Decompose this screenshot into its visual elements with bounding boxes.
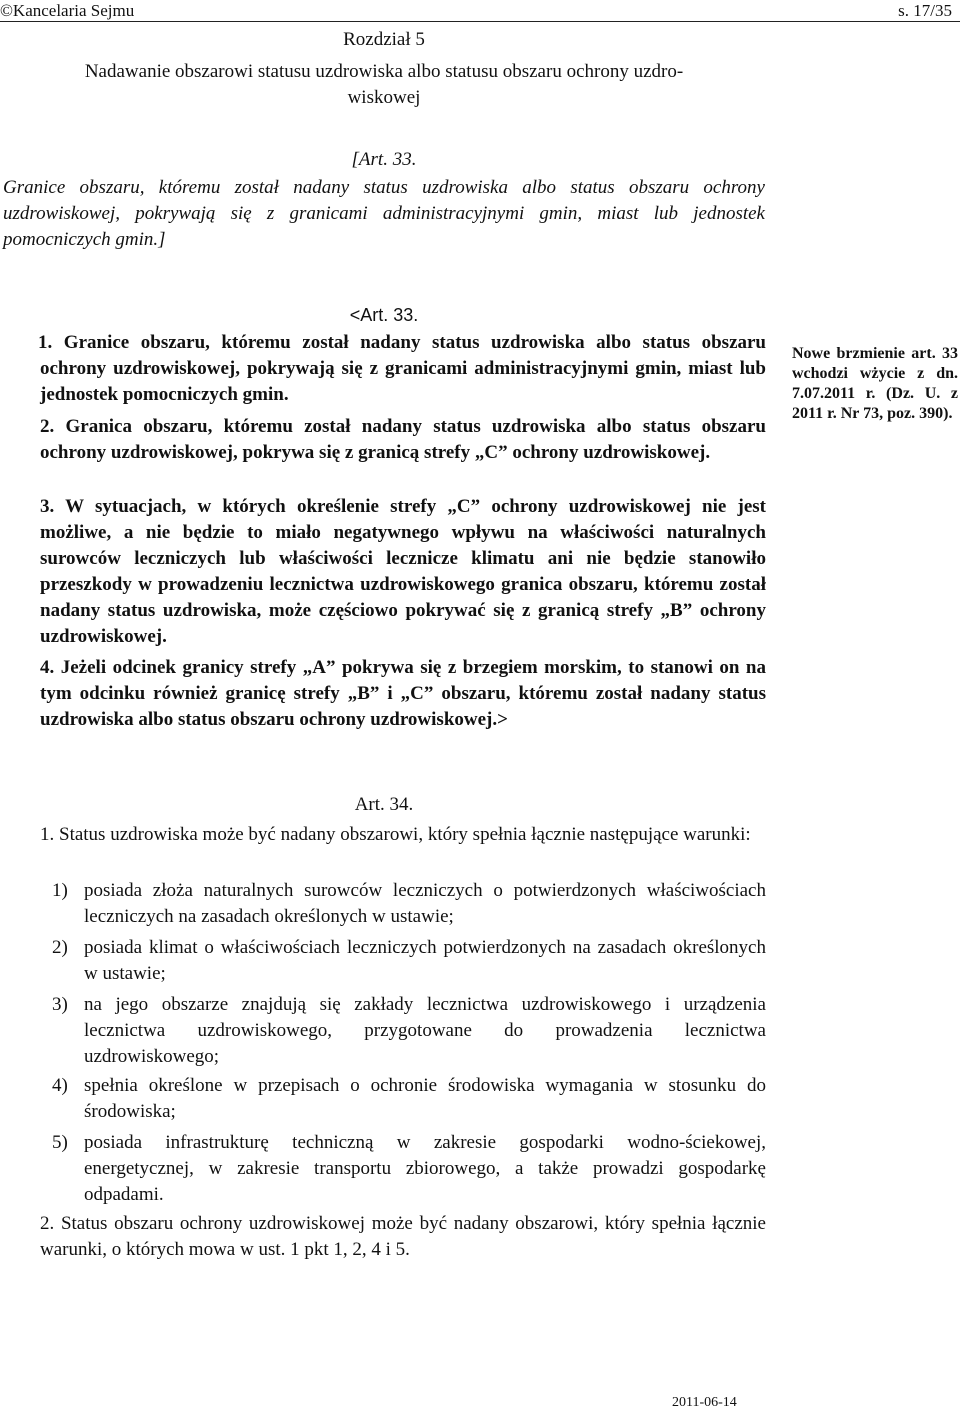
- article-34-item-4-number: 4): [52, 1075, 68, 1096]
- footer-date: 2011-06-14: [672, 1395, 737, 1410]
- new-article-para-2: 2. Granica obszaru, któremu został nadany status uzdrowiska albo status obszaru ochrony uzdrowiskowej, pokrywa się z granicą strefy „C” ochrony uzdrowiskowej.: [40, 416, 766, 463]
- article-34-item-3-text: na jego obszarze znajdują się zakłady lecznictwa uzdrowiskowego i urządzenia lecznictwa uzdrowiskowego, przygotowane do prowadzenia lecznictwa uzdrowiskowego;: [84, 994, 766, 1067]
- article-34-item-1-text: posiada złoża naturalnych surowców leczniczych o potwierdzonych właściwościach leczniczych na zasadach określonych w ustawie;: [84, 880, 766, 927]
- new-article-para-1: 1. Granice obszaru, któremu został nadany status uzdrowiska albo status obszaru ochrony uzdrowiskowej, pokrywają się z granicami administracyjnymi gmin, miast lub jednostek pomocniczych gmin.: [38, 332, 766, 405]
- new-article-para-3: 3. W sytuacjach, w których określenie strefy „C” ochrony uzdrowiskowej nie jest możliwe, a nie będzie to miało negatywnego wpływu na właściwości naturalnych surowców leczniczych lub właściwości lecznicze klimatu ani nie będzie stanowiło przeszkody w prowadzeniu lecznictwa uzdrowiskowego granica obszaru, któremu został nadany status uzdrowiska, może częściowo pokrywać się z granicą strefy „B” ochrony uzdrowiskowej.: [40, 496, 766, 647]
- article-34-item-4-text: spełnia określone w przepisach o ochronie środowiska wymagania w stosunku do środowiska;: [84, 1075, 766, 1122]
- article-34-item-2-number: 2): [52, 937, 68, 958]
- header-divider: [0, 21, 960, 22]
- header-page-number: s. 17/35: [898, 1, 952, 20]
- new-article-para-4: 4. Jeżeli odcinek granicy strefy „A” pokrywa się z brzegiem morskim, to stanowi on na tym odcinku również granicę strefy „B” i „C” obszaru, któremu został nadany status uzdrowiska albo status obszaru ochrony uzdrowiskowej.>: [40, 657, 766, 730]
- article-34-para-2: 2. Status obszaru ochrony uzdrowiskowej może być nadany obszarowi, który spełnia łącznie warunki, o których mowa w ust. 1 pkt 1, 2, 4 i 5.: [40, 1213, 766, 1260]
- old-article-text: Granice obszaru, któremu został nadany status uzdrowiska albo status obszaru ochrony uzdrowiskowej, pokrywają się z granicami administracyjnymi gmin, miast lub jednostek pomocniczych gmin.]: [3, 177, 765, 250]
- article-34-heading: Art. 34.: [354, 794, 414, 815]
- chapter-subtitle-line1: Nadawanie obszarowi statusu uzdrowiska albo statusu obszaru ochrony uzdro-: [84, 61, 684, 82]
- article-34-item-5-number: 5): [52, 1132, 68, 1153]
- chapter-title: Rozdział 5: [343, 29, 425, 50]
- article-34-item-3-number: 3): [52, 994, 68, 1015]
- header-copyright: ©Kancelaria Sejmu: [0, 1, 135, 20]
- new-article-heading: <Art. 33.: [349, 305, 419, 325]
- chapter-subtitle-line2: wiskowej: [347, 87, 421, 108]
- article-34-item-5-text: posiada infrastrukturę techniczną w zakresie gospodarki wodno-ściekowej, energetycznej, w zakresie transportu zbiorowego, a także prowadzi gospodarkę odpadami.: [84, 1132, 766, 1205]
- margin-note: Nowe brzmienie art. 33 wchodzi wżycie z dn. 7.07.2011 r. (Dz. U. z 2011 r. Nr 73, poz. 390).: [792, 345, 958, 422]
- article-34-para-1: 1. Status uzdrowiska może być nadany obszarowi, który spełnia łącznie następujące warunki:: [40, 824, 751, 845]
- article-34-item-2-text: posiada klimat o właściwościach leczniczych potwierdzonych na zasadach określonych w ustawie;: [84, 937, 766, 984]
- article-34-item-1-number: 1): [52, 880, 68, 901]
- old-article-heading: [Art. 33.: [351, 149, 417, 170]
